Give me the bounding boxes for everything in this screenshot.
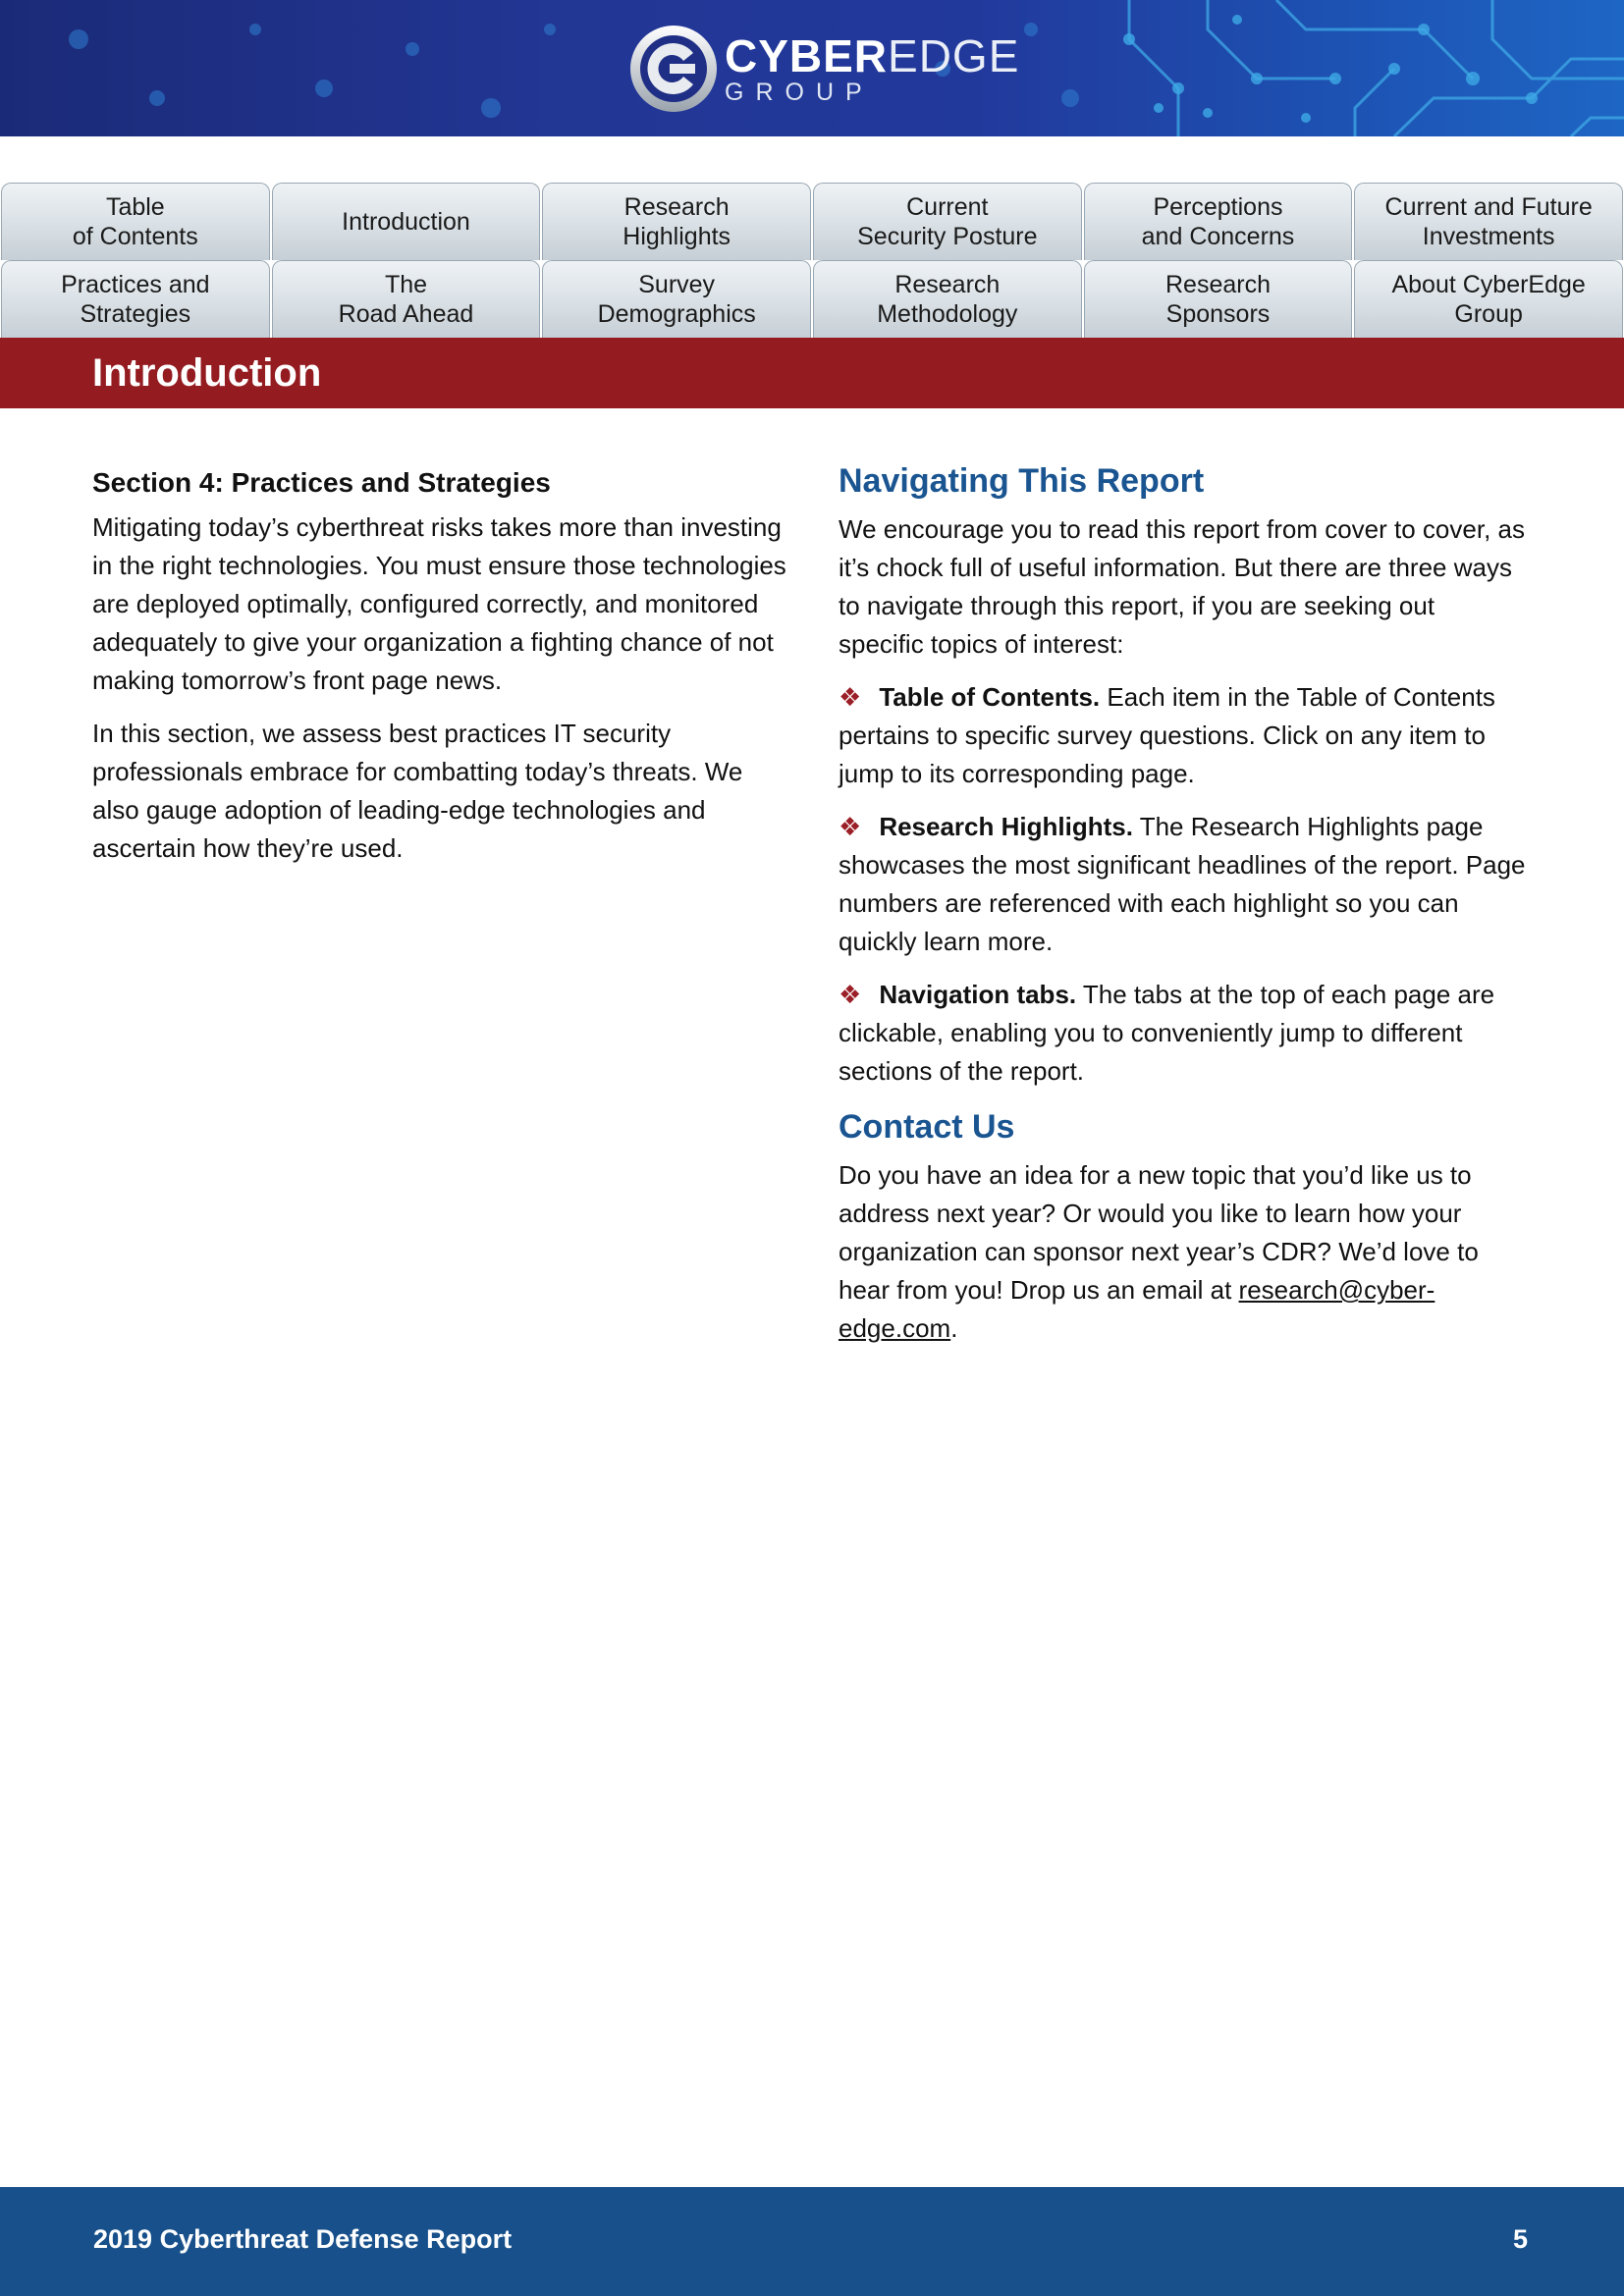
tab-table-of-contents[interactable]: Table of Contents xyxy=(1,183,270,260)
tab-current-security-posture[interactable]: Current Security Posture xyxy=(813,183,1082,260)
contact-paragraph xyxy=(839,1156,1526,1348)
header-banner xyxy=(0,0,1624,136)
bullet-text: Each item in the Table of Contents pertains to specific survey questions. Click on any item to jump to its corresponding page. xyxy=(839,682,1495,788)
page-number: 5 xyxy=(1513,2224,1529,2254)
contact-text: Do you have an idea for a new topic that you’d like us to address next year? Or would you like to learn how your organization can sponsor next year’s CDR? We’d love to hear from you! Drop us an email at xyxy=(839,1160,1479,1305)
tab-the-road-ahead[interactable]: The Road Ahead xyxy=(272,260,541,338)
contact-end: . xyxy=(950,1313,958,1343)
navigating-intro: We encourage you to read this report from cover to cover, as it’s chock full of useful information. But there are three ways to navigate through this report, if you are seeking out specific topics of interest: xyxy=(839,514,1525,659)
diamond-bullet-icon: ❖ xyxy=(839,682,862,712)
tab-research-sponsors[interactable]: Research Sponsors xyxy=(1084,260,1353,338)
footer xyxy=(0,2187,1624,2296)
bullet-item xyxy=(839,678,1526,793)
tab-current-and-future-investments[interactable]: Current and Future Investments xyxy=(1354,183,1623,260)
page-title: Introduction xyxy=(92,351,322,395)
navigation-tabs xyxy=(0,183,1624,338)
diamond-bullet-icon: ❖ xyxy=(839,812,862,841)
bullet-text: The tabs at the top of each page are clickable, enabling you to conveniently jump to different sections of the report. xyxy=(839,980,1495,1086)
section-title-bar xyxy=(0,338,1624,408)
left-column xyxy=(92,463,789,882)
logo-brand-light: EDGE xyxy=(888,29,1020,81)
tab-research-highlights[interactable]: Research Highlights xyxy=(542,183,811,260)
tab-research-methodology[interactable]: Research Methodology xyxy=(813,260,1082,338)
bullet-term: Navigation tabs. xyxy=(879,980,1077,1009)
bullet-term: Table of Contents. xyxy=(879,682,1101,712)
footer-report-title: 2019 Cyberthreat Defense Report xyxy=(93,2224,513,2254)
tab-practices-and-strategies[interactable]: Practices and Strategies xyxy=(1,260,270,338)
contact-heading: Contact Us xyxy=(839,1108,1015,1146)
navigating-heading: Navigating This Report xyxy=(839,462,1205,500)
logo-subtitle: GROUP xyxy=(725,78,874,106)
paragraph: Mitigating today’s cyberthreat risks takes more than investing in the right technologies. You must ensure those technologies are deployed optimally, configured correctly, and monitored adequately to give your organization a fighting chance of not making tomorrow’s front page news. xyxy=(92,512,786,695)
tab-survey-demographics[interactable]: Survey Demographics xyxy=(542,260,811,338)
contact-email-link[interactable]: research@cyber-edge.com xyxy=(839,1275,1435,1343)
logo-brand-bold: CYBER xyxy=(725,29,889,81)
bullet-item xyxy=(839,976,1526,1091)
tab-introduction[interactable]: Introduction xyxy=(272,183,541,260)
cyberedge-logo-icon xyxy=(628,24,719,114)
cyberedge-logo xyxy=(628,22,1020,116)
paragraph: In this section, we assess best practices IT security professionals embrace for combatting today’s threats. We also gauge adoption of leading-edge technologies and ascertain how they’re used. xyxy=(92,719,743,863)
bullet-term: Research Highlights. xyxy=(879,812,1133,841)
tab-perceptions-and-concerns[interactable]: Perceptions and Concerns xyxy=(1084,183,1353,260)
right-column xyxy=(839,459,1526,1362)
tab-about-cyberedge-group[interactable]: About CyberEdge Group xyxy=(1354,260,1623,338)
section-heading: Section 4: Practices and Strategies xyxy=(92,467,551,498)
diamond-bullet-icon: ❖ xyxy=(839,980,862,1009)
bullet-item xyxy=(839,808,1526,961)
bullet-text: The Research Highlights page showcases the most significant headlines of the report. Page numbers are referenced with each highlight so you can quickly learn more. xyxy=(839,812,1526,956)
